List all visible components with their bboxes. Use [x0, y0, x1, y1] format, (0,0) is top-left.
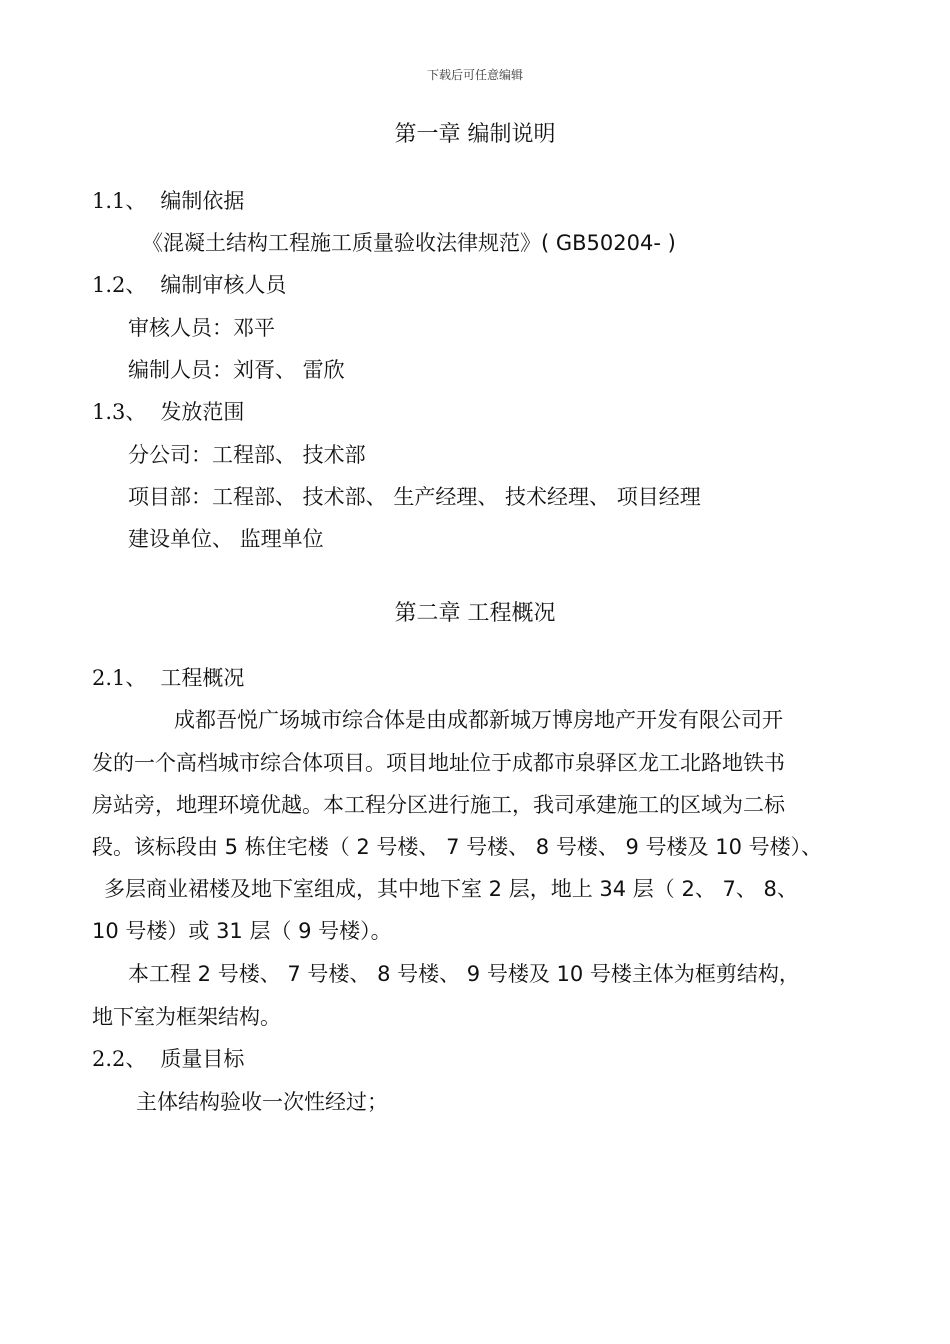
section-1-1-heading [92, 186, 244, 216]
overview-line-6: 10 号楼）或 31 层（ 9 号楼）。 [92, 919, 392, 943]
section-title: 质量目标 [160, 1047, 245, 1071]
section-title: 编制审核人员 [160, 273, 287, 297]
section-number: 2.1、 [92, 666, 147, 690]
overview-line-4: 段。该标段由 5 栋住宅楼（ 2 号楼、 7 号楼、 8 号楼、 9 号楼及 10 号楼）、 [92, 835, 823, 859]
section-number: 2.2、 [92, 1047, 147, 1071]
overview-line-3: 房站旁，地理环境优越。本工程分区进行施工，我司承建施工的区域为二标 [92, 793, 785, 817]
section-2-1-heading [92, 663, 244, 693]
distribution-line-1: 分公司：工程部、 技术部 [128, 443, 366, 467]
section-number: 1.1、 [92, 189, 147, 213]
structure-line-2: 地下室为框架结构。 [92, 1005, 281, 1029]
page-header: 下载后可任意编辑 [426, 68, 523, 82]
distribution-line-3: 建设单位、 监理单位 [128, 527, 324, 551]
section-title: 发放范围 [160, 400, 245, 424]
overview-line-2: 发的一个高档城市综合体项目。项目地址位于成都市泉驿区龙工北路地铁书 [92, 751, 785, 775]
section-title: 工程概况 [160, 666, 245, 690]
basis-text: 《混凝土结构工程施工质量验收法律规范》( GB50204- ) [142, 231, 676, 255]
chapter-2-title: 第二章 工程概况 [394, 601, 556, 626]
quality-goal-text: 主体结构验收一次性经过； [136, 1090, 388, 1114]
structure-line-1: 本工程 2 号楼、 7 号楼、 8 号楼、 9 号楼及 10 号楼主体为框剪结构， [128, 962, 800, 986]
section-2-2-heading [92, 1044, 244, 1074]
editor-text: 编制人员：刘胥、 雷欣 [128, 358, 345, 382]
chapter-1-title: 第一章 编制说明 [394, 122, 556, 147]
section-1-3-heading [92, 397, 244, 427]
overview-line-1: 成都吾悦广场城市综合体是由成都新城万博房地产开发有限公司开 [174, 708, 783, 732]
section-title: 编制依据 [160, 189, 245, 213]
reviewer-text: 审核人员：邓平 [128, 316, 275, 340]
section-number: 1.2、 [92, 273, 147, 297]
overview-line-5: 多层商业裙楼及地下室组成，其中地下室 2 层，地上 34 层（ 2、 7、 8、 [104, 877, 798, 901]
section-number: 1.3、 [92, 400, 147, 424]
distribution-line-2: 项目部：工程部、 技术部、 生产经理、 技术经理、 项目经理 [128, 485, 701, 509]
section-1-2-heading [92, 270, 286, 300]
